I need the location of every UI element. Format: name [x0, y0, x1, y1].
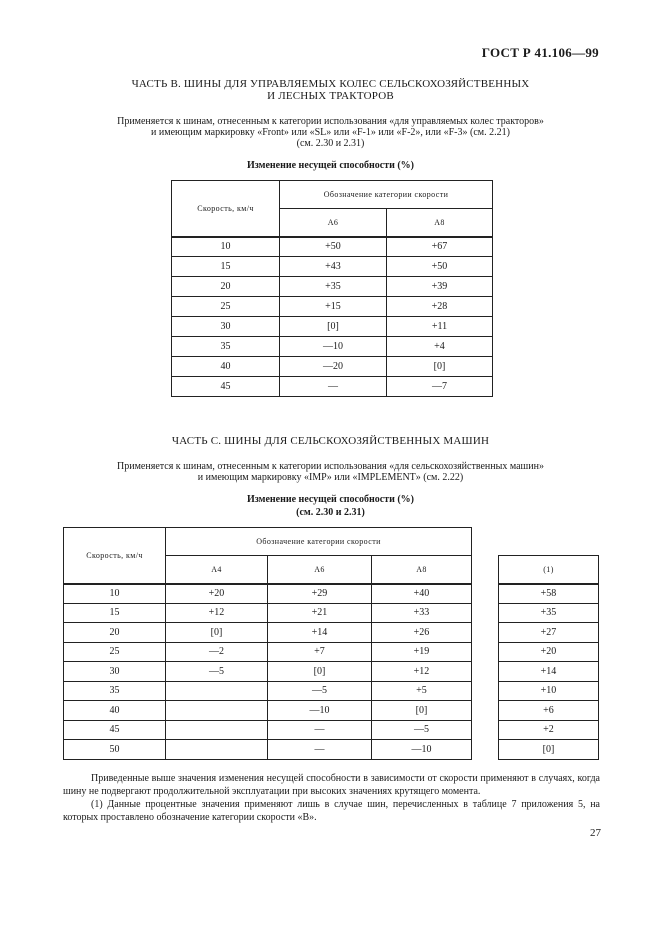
value-cell: —	[268, 740, 372, 760]
table-row	[172, 377, 493, 397]
speed-cell: 35	[172, 337, 280, 357]
value-cell: +19	[372, 642, 472, 662]
value-cell: +12	[372, 662, 472, 682]
value-cell: +50	[387, 257, 493, 277]
value-cell: —	[268, 720, 372, 740]
part-b-title-line2: И ЛЕСНЫХ ТРАКТОРОВ	[267, 90, 394, 102]
speed-cell: 45	[172, 377, 280, 397]
table-row	[499, 701, 599, 721]
value-cell: +67	[387, 237, 493, 257]
value-cell: [0]	[387, 357, 493, 377]
table-row	[64, 720, 472, 740]
speed-cell: 20	[172, 277, 280, 297]
value-cell: —5	[372, 720, 472, 740]
speed-cell: 30	[64, 662, 166, 682]
table-row	[172, 257, 493, 277]
value-cell: +39	[387, 277, 493, 297]
value-cell: —10	[372, 740, 472, 760]
value-cell: +35	[280, 277, 387, 297]
value-cell: +50	[280, 237, 387, 257]
paragraph-applicability: Приведенные выше значения изменения несущей способности в зависимости от скорости применяют в случаях, когда шину не подвергают продолжительной эксплуатации при высоких значениях крутящего момента.	[63, 773, 600, 797]
table-row	[499, 603, 599, 623]
part-c-note-line1: Применяется к шинам, отнесенным к категории использования «для сельскохозяйственных машин»	[117, 461, 544, 472]
value-cell: +2	[499, 720, 599, 740]
speed-cell: 15	[172, 257, 280, 277]
category-header: Обозначение категории скорости	[166, 528, 472, 556]
speed-cell: 25	[64, 642, 166, 662]
table-row	[499, 584, 599, 604]
value-cell: +43	[280, 257, 387, 277]
part-b-note-line2: и имеющим маркировку «Front» или «SL» или «F-1» или «F-2», или «F-3» (см. 2.21)	[151, 127, 510, 138]
value-cell: —2	[166, 642, 268, 662]
value-cell: +20	[166, 584, 268, 604]
table-row	[64, 623, 472, 643]
speed-header: Скорость, км/ч	[172, 181, 280, 237]
speed-cell: 20	[64, 623, 166, 643]
column-header-a4: А4	[166, 556, 268, 584]
part-c-extra-table	[498, 555, 599, 760]
value-cell: —10	[280, 337, 387, 357]
speed-cell: 40	[64, 701, 166, 721]
value-cell: —7	[387, 377, 493, 397]
value-cell: +6	[499, 701, 599, 721]
table-row	[499, 623, 599, 643]
value-cell: +7	[268, 642, 372, 662]
value-cell: +26	[372, 623, 472, 643]
category-header: Обозначение категории скорости	[280, 181, 493, 209]
part-b-table	[171, 180, 493, 397]
value-cell: —5	[166, 662, 268, 682]
part-b-note-line3: (см. 2.30 и 2.31)	[296, 138, 365, 149]
speed-cell: 50	[64, 740, 166, 760]
value-cell: +10	[499, 681, 599, 701]
part-c-title: ЧАСТЬ С. ШИНЫ ДЛЯ СЕЛЬСКОХОЗЯЙСТВЕННЫХ МАШИН	[171, 435, 490, 447]
speed-cell: 40	[172, 357, 280, 377]
speed-cell: 30	[172, 317, 280, 337]
table-row	[64, 701, 472, 721]
part-c-table-caption-line2: (см. 2.30 и 2.31)	[296, 507, 365, 518]
page-number: 27	[590, 827, 601, 839]
table-row	[64, 740, 472, 760]
value-cell: [0]	[280, 317, 387, 337]
value-cell: +12	[166, 603, 268, 623]
table-row	[172, 337, 493, 357]
part-b-title-line1: ЧАСТЬ В. ШИНЫ ДЛЯ УПРАВЛЯЕМЫХ КОЛЕС СЕЛЬСКОХОЗЯЙСТВЕННЫХ	[131, 78, 530, 90]
table-row	[499, 720, 599, 740]
part-b-note-line1: Применяется к шинам, отнесенным к категории использования «для управляемых колес тракторов»	[117, 116, 544, 127]
part-c-table-caption-line1: Изменение несущей способности (%)	[246, 494, 414, 505]
value-cell: +29	[268, 584, 372, 604]
table-row	[64, 681, 472, 701]
value-cell	[166, 740, 268, 760]
part-b-table-caption: Изменение несущей способности (%)	[246, 160, 414, 171]
paragraph-footnote: (1) Данные процентные значения применяют лишь в случае шин, перечисленных в таблице 7 приложения 5, на которых проставлено обозначение категории скорости «В».	[63, 799, 600, 823]
speed-header: Скорость, км/ч	[64, 528, 166, 584]
speed-cell: 15	[64, 603, 166, 623]
value-cell: —	[280, 377, 387, 397]
column-header-a6: А6	[280, 209, 387, 237]
value-cell: +21	[268, 603, 372, 623]
table-row	[172, 277, 493, 297]
column-header-a8: А8	[372, 556, 472, 584]
value-cell: +40	[372, 584, 472, 604]
column-header-a8: А8	[387, 209, 493, 237]
part-c-note-line2: и имеющим маркировку «IMP» или «IMPLEMENT» (см. 2.22)	[197, 472, 464, 483]
table-row	[499, 740, 599, 760]
value-cell: +11	[387, 317, 493, 337]
table-row	[64, 642, 472, 662]
value-cell: —20	[280, 357, 387, 377]
column-header-a6: А6	[268, 556, 372, 584]
table-row	[64, 584, 472, 604]
value-cell: +4	[387, 337, 493, 357]
table-row	[499, 642, 599, 662]
value-cell: +33	[372, 603, 472, 623]
value-cell: +14	[499, 662, 599, 682]
value-cell: +35	[499, 603, 599, 623]
value-cell	[166, 720, 268, 740]
speed-cell: 10	[64, 584, 166, 604]
table-row	[172, 297, 493, 317]
speed-cell: 10	[172, 237, 280, 257]
value-cell: —10	[268, 701, 372, 721]
value-cell: [0]	[372, 701, 472, 721]
table-row	[64, 603, 472, 623]
table-row	[499, 681, 599, 701]
value-cell: +5	[372, 681, 472, 701]
table-row	[64, 662, 472, 682]
speed-cell: 25	[172, 297, 280, 317]
speed-cell: 45	[64, 720, 166, 740]
part-c-table	[63, 527, 472, 760]
value-cell	[166, 701, 268, 721]
value-cell: +58	[499, 584, 599, 604]
value-cell: +14	[268, 623, 372, 643]
table-row	[499, 662, 599, 682]
value-cell: +27	[499, 623, 599, 643]
value-cell: [0]	[166, 623, 268, 643]
value-cell: +28	[387, 297, 493, 317]
table-row	[172, 317, 493, 337]
value-cell: +20	[499, 642, 599, 662]
value-cell: +15	[280, 297, 387, 317]
standard-code: ГОСТ Р 41.106—99	[481, 45, 599, 60]
table-row	[172, 357, 493, 377]
value-cell: [0]	[268, 662, 372, 682]
column-header-footnote: (1)	[499, 556, 599, 584]
value-cell	[166, 681, 268, 701]
value-cell: [0]	[499, 740, 599, 760]
value-cell: —5	[268, 681, 372, 701]
table-row	[172, 237, 493, 257]
speed-cell: 35	[64, 681, 166, 701]
